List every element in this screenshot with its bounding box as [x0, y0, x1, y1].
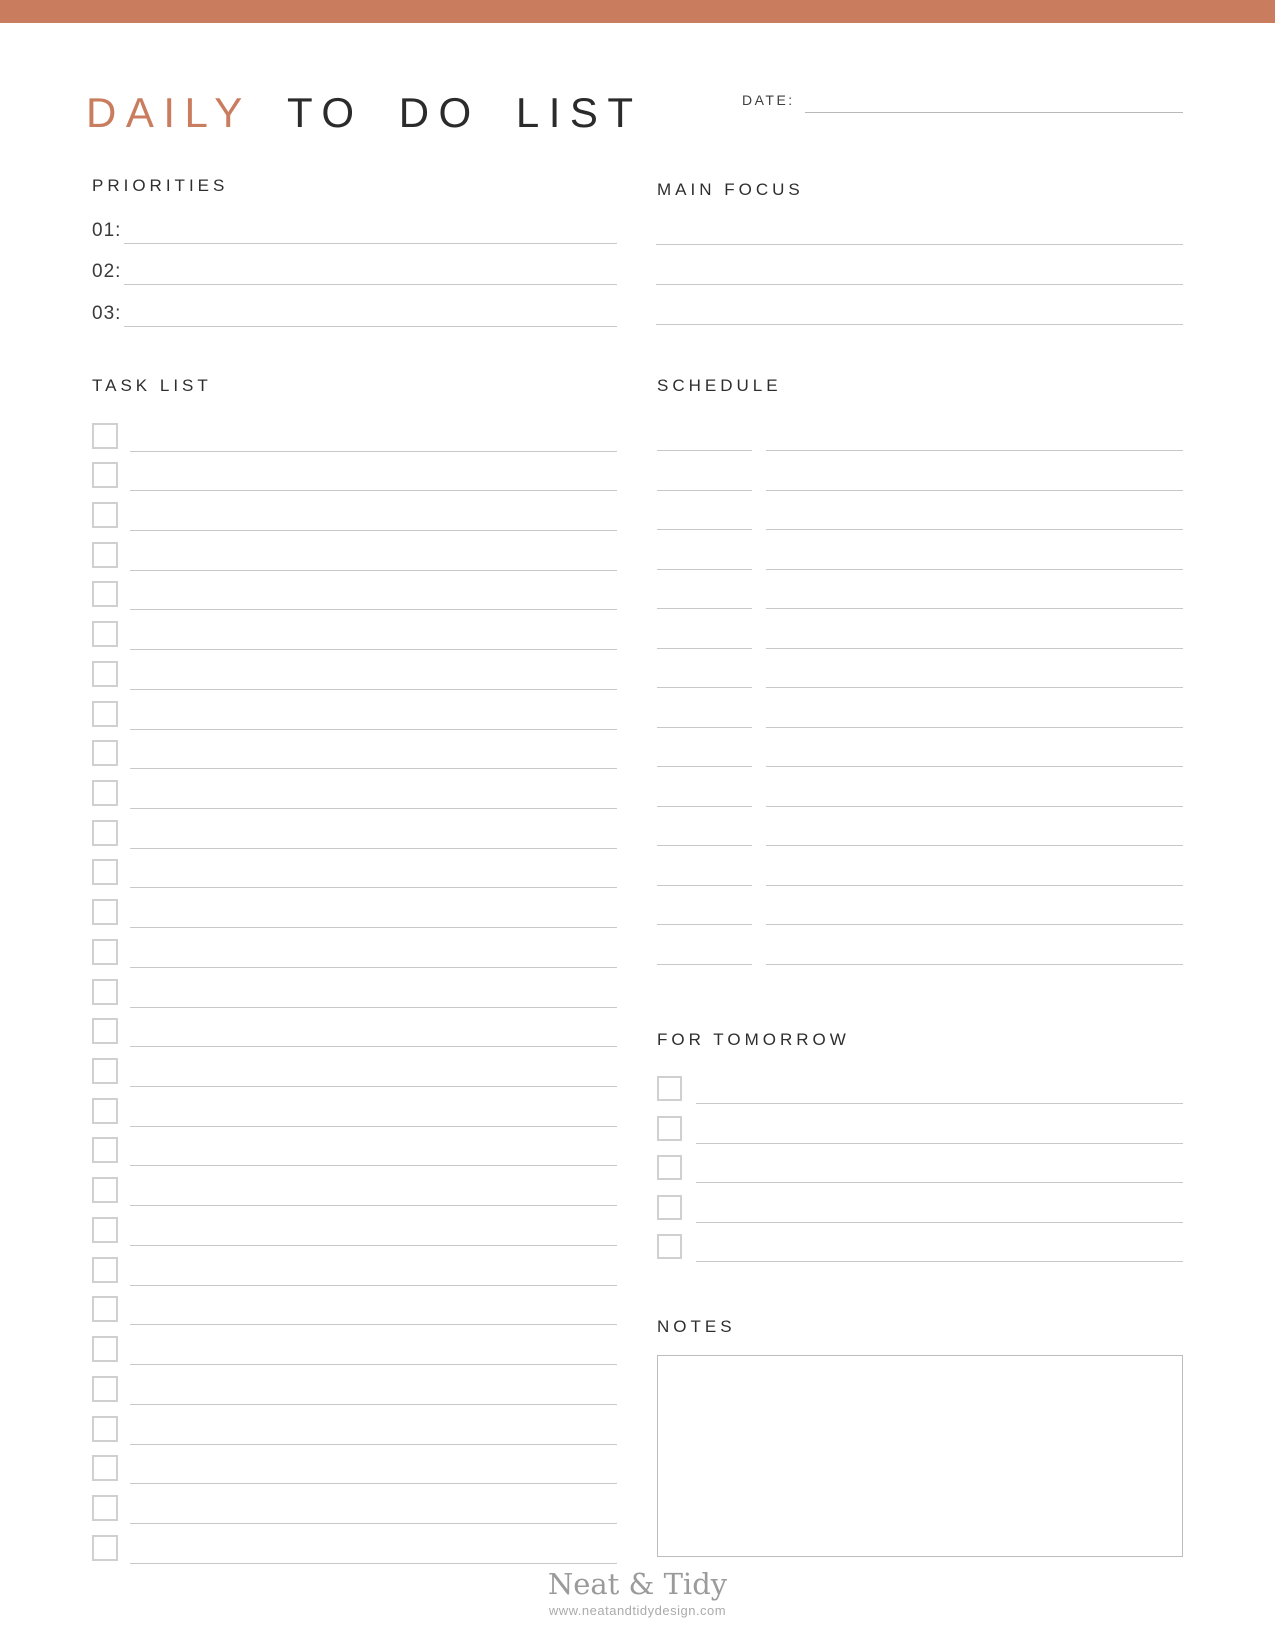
task-input-line[interactable]: [130, 1324, 617, 1325]
schedule-row: [657, 785, 1183, 806]
schedule-time-input-line[interactable]: [657, 666, 752, 688]
task-checkbox[interactable]: [92, 1177, 118, 1203]
for-tomorrow-input-line[interactable]: [696, 1182, 1183, 1183]
task-checkbox[interactable]: [92, 701, 118, 727]
task-checkbox[interactable]: [92, 502, 118, 528]
schedule-entry-input-line[interactable]: [766, 943, 1183, 965]
task-row: [92, 1376, 617, 1405]
task-input-line[interactable]: [130, 808, 617, 809]
schedule-time-input-line[interactable]: [657, 706, 752, 728]
task-row: [92, 939, 617, 968]
task-checkbox[interactable]: [92, 542, 118, 568]
task-checkbox[interactable]: [92, 859, 118, 885]
date-input-line[interactable]: [805, 96, 1183, 113]
schedule-entry-input-line[interactable]: [766, 548, 1183, 570]
task-row: [92, 1336, 617, 1365]
schedule-entry-input-line[interactable]: [766, 508, 1183, 530]
task-input-line[interactable]: [130, 1523, 617, 1524]
priority-row: [92, 301, 617, 327]
task-input-line[interactable]: [130, 530, 617, 531]
task-input-line[interactable]: [130, 1245, 617, 1246]
for-tomorrow-checkbox[interactable]: [657, 1116, 682, 1141]
task-checkbox[interactable]: [92, 899, 118, 925]
date-label: DATE:: [742, 92, 795, 108]
priority-input-line[interactable]: [124, 284, 617, 285]
task-input-line[interactable]: [130, 1205, 617, 1206]
task-checkbox[interactable]: [92, 820, 118, 846]
schedule-row: [657, 943, 1183, 964]
task-input-line[interactable]: [130, 1046, 617, 1047]
task-input-line[interactable]: [130, 1404, 617, 1405]
task-checkbox[interactable]: [92, 939, 118, 965]
schedule-time-input-line[interactable]: [657, 864, 752, 886]
task-checkbox[interactable]: [92, 1058, 118, 1084]
task-checkbox[interactable]: [92, 621, 118, 647]
task-input-line[interactable]: [130, 848, 617, 849]
schedule-entry-input-line[interactable]: [766, 627, 1183, 649]
schedule-row: [657, 429, 1183, 450]
page-title-rest: TO DO LIST: [286, 89, 643, 137]
schedule-row: [657, 745, 1183, 766]
schedule-time-input-line[interactable]: [657, 548, 752, 570]
schedule-time-input-line[interactable]: [657, 508, 752, 530]
task-checkbox[interactable]: [92, 740, 118, 766]
schedule-time-input-line[interactable]: [657, 943, 752, 965]
task-row: [92, 502, 617, 531]
task-checkbox[interactable]: [92, 1257, 118, 1283]
task-row: [92, 661, 617, 690]
schedule-heading: SCHEDULE: [657, 376, 782, 395]
task-list-heading: TASK LIST: [92, 376, 212, 395]
task-checkbox[interactable]: [92, 1336, 118, 1362]
task-row: [92, 1416, 617, 1445]
task-row: [92, 1257, 617, 1286]
task-checkbox[interactable]: [92, 1535, 118, 1561]
for-tomorrow-row: [657, 1076, 1183, 1104]
task-checkbox[interactable]: [92, 780, 118, 806]
for-tomorrow-row: [657, 1195, 1183, 1223]
for-tomorrow-input-line[interactable]: [696, 1103, 1183, 1104]
main-focus-input-line[interactable]: [656, 244, 1183, 245]
schedule-row: [657, 587, 1183, 608]
schedule-entry-input-line[interactable]: [766, 429, 1183, 451]
schedule-time-input-line[interactable]: [657, 587, 752, 609]
task-checkbox[interactable]: [92, 661, 118, 687]
task-input-line[interactable]: [130, 649, 617, 650]
task-input-line[interactable]: [130, 1007, 617, 1008]
schedule-row: [657, 508, 1183, 529]
main-focus-input-line[interactable]: [656, 324, 1183, 325]
task-row: [92, 462, 617, 491]
task-input-line[interactable]: [130, 927, 617, 928]
priority-label-1: 01:: [92, 220, 122, 241]
schedule-row: [657, 824, 1183, 845]
schedule-row: [657, 469, 1183, 490]
task-checkbox[interactable]: [92, 1018, 118, 1044]
task-input-line[interactable]: [130, 451, 617, 452]
task-row: [92, 1495, 617, 1524]
notes-heading: NOTES: [657, 1317, 736, 1336]
brand-name: Neat & Tidy: [547, 1567, 728, 1601]
schedule-row: [657, 548, 1183, 569]
task-row: [92, 542, 617, 571]
task-input-line[interactable]: [130, 1364, 617, 1365]
main-focus-input-line[interactable]: [656, 284, 1183, 285]
task-checkbox[interactable]: [92, 1495, 118, 1521]
task-checkbox[interactable]: [92, 462, 118, 488]
schedule-time-input-line[interactable]: [657, 785, 752, 807]
for-tomorrow-heading: FOR TOMORROW: [657, 1030, 850, 1049]
for-tomorrow-input-line[interactable]: [696, 1261, 1183, 1262]
schedule-time-input-line[interactable]: [657, 745, 752, 767]
task-row: [92, 1177, 617, 1206]
task-row: [92, 899, 617, 928]
task-row: [92, 740, 617, 769]
schedule-entry-input-line[interactable]: [766, 903, 1183, 925]
task-row: [92, 1455, 617, 1484]
priority-input-line[interactable]: [124, 243, 617, 244]
for-tomorrow-row: [657, 1116, 1183, 1144]
task-row: [92, 1535, 617, 1564]
task-input-line[interactable]: [130, 768, 617, 769]
task-checkbox[interactable]: [92, 1098, 118, 1124]
task-input-line[interactable]: [130, 1165, 617, 1166]
task-checkbox[interactable]: [92, 1137, 118, 1163]
task-row: [92, 780, 617, 809]
schedule-entry-input-line[interactable]: [766, 785, 1183, 807]
schedule-entry-input-line[interactable]: [766, 745, 1183, 767]
task-checkbox[interactable]: [92, 1376, 118, 1402]
priority-row: [92, 259, 617, 285]
task-input-line[interactable]: [130, 1563, 617, 1564]
task-row: [92, 1296, 617, 1325]
schedule-entry-input-line[interactable]: [766, 587, 1183, 609]
task-input-line[interactable]: [130, 1444, 617, 1445]
schedule-row: [657, 627, 1183, 648]
task-input-line[interactable]: [130, 967, 617, 968]
task-row: [92, 1058, 617, 1087]
for-tomorrow-row: [657, 1234, 1183, 1262]
task-checkbox[interactable]: [92, 1296, 118, 1322]
for-tomorrow-checkbox[interactable]: [657, 1195, 682, 1220]
task-row: [92, 979, 617, 1008]
task-row: [92, 820, 617, 849]
task-checkbox[interactable]: [92, 581, 118, 607]
task-row: [92, 423, 617, 452]
schedule-entry-input-line[interactable]: [766, 666, 1183, 688]
for-tomorrow-checkbox[interactable]: [657, 1234, 682, 1259]
task-input-line[interactable]: [130, 609, 617, 610]
schedule-row: [657, 706, 1183, 727]
schedule-entry-input-line[interactable]: [766, 864, 1183, 886]
task-input-line[interactable]: [130, 1483, 617, 1484]
for-tomorrow-checkbox[interactable]: [657, 1076, 682, 1101]
schedule-entry-input-line[interactable]: [766, 824, 1183, 846]
for-tomorrow-checkbox[interactable]: [657, 1155, 682, 1180]
task-checkbox[interactable]: [92, 1217, 118, 1243]
schedule-row: [657, 864, 1183, 885]
priority-row: [92, 218, 617, 244]
task-input-line[interactable]: [130, 490, 617, 491]
schedule-time-input-line[interactable]: [657, 627, 752, 649]
task-row: [92, 701, 617, 730]
task-checkbox[interactable]: [92, 423, 118, 449]
task-row: [92, 581, 617, 610]
priority-input-line[interactable]: [124, 326, 617, 327]
priority-label-3: 03:: [92, 303, 122, 324]
task-checkbox[interactable]: [92, 1455, 118, 1481]
schedule-time-input-line[interactable]: [657, 903, 752, 925]
schedule-time-input-line[interactable]: [657, 429, 752, 451]
task-input-line[interactable]: [130, 570, 617, 571]
main-focus-heading: MAIN FOCUS: [657, 180, 804, 199]
schedule-row: [657, 903, 1183, 924]
task-row: [92, 1137, 617, 1166]
schedule-time-input-line[interactable]: [657, 469, 752, 491]
notes-input-box[interactable]: [657, 1355, 1183, 1557]
for-tomorrow-input-line[interactable]: [696, 1143, 1183, 1144]
accent-top-bar: [0, 0, 1275, 23]
schedule-entry-input-line[interactable]: [766, 469, 1183, 491]
task-row: [92, 1098, 617, 1127]
schedule-row: [657, 666, 1183, 687]
for-tomorrow-row: [657, 1155, 1183, 1183]
task-row: [92, 1018, 617, 1047]
schedule-time-input-line[interactable]: [657, 824, 752, 846]
task-input-line[interactable]: [130, 1285, 617, 1286]
brand-website: www.neatandtidydesign.com: [548, 1603, 727, 1618]
task-input-line[interactable]: [130, 887, 617, 888]
task-input-line[interactable]: [130, 729, 617, 730]
priorities-heading: PRIORITIES: [92, 176, 229, 195]
schedule-entry-input-line[interactable]: [766, 706, 1183, 728]
for-tomorrow-input-line[interactable]: [696, 1222, 1183, 1223]
task-checkbox[interactable]: [92, 979, 118, 1005]
page-title-accent: DAILY: [86, 89, 252, 137]
task-input-line[interactable]: [130, 1086, 617, 1087]
task-row: [92, 621, 617, 650]
task-input-line[interactable]: [130, 1126, 617, 1127]
priority-label-2: 02:: [92, 261, 122, 282]
task-row: [92, 1217, 617, 1246]
task-input-line[interactable]: [130, 689, 617, 690]
task-checkbox[interactable]: [92, 1416, 118, 1442]
page-title: [86, 89, 643, 137]
task-row: [92, 859, 617, 888]
